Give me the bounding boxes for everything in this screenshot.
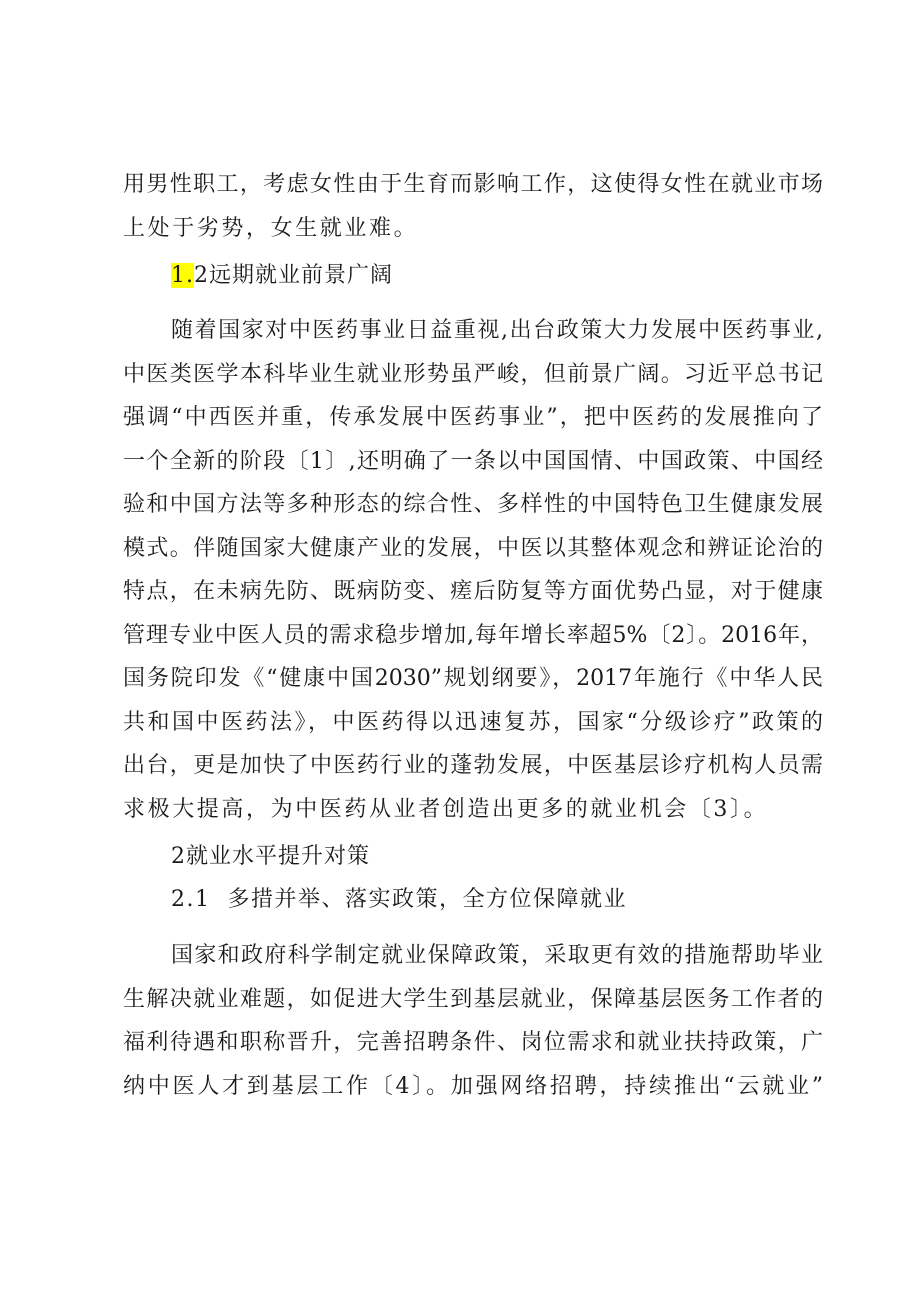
paragraph-line: 国务院印发《“健康中国2030”规划纲要》，2017年施行《中华人民	[123, 666, 823, 691]
paragraph-line: 模式。伴随国家大健康产业的发展，中医以其整体观念和辨证论治的	[123, 536, 823, 561]
paragraph-line: 求极大提高，为中医药从业者创造出更多的就业机会〔3〕。	[123, 797, 769, 822]
section-number: 2	[194, 263, 209, 288]
section-heading-1-2	[171, 261, 823, 291]
paragraph-line: 纳中医人才到基层工作〔4〕。加强网络招聘，持续推出“云就业”	[123, 1074, 823, 1099]
paragraph-line: 共和国中医药法》，中医药得以迅速复苏，国家“分级诊疗”政策的	[123, 710, 823, 735]
paragraph-line: 国家和政府科学制定就业保障政策，采取更有效的措施帮助毕业	[171, 943, 823, 968]
paragraph-line: 福利待遇和职称晋升，完善招聘条件、岗位需求和就业扶持政策，广	[123, 1030, 823, 1055]
paragraph-line: 强调“中西医并重，传承发展中医药事业”，把中医药的发展推向了	[123, 405, 823, 430]
paragraph-line: 上处于劣势，女生就业难。	[123, 216, 419, 241]
paragraph-line: 出台，更是加快了中医药行业的蓬勃发展，中医基层诊疗机构人员需	[123, 753, 823, 778]
paragraph-line: 验和中国方法等多种形态的综合性、多样性的中国特色卫生健康发展	[123, 492, 823, 517]
paragraph-line: 管理专业中医人员的需求稳步增加,每年增长率超5%〔2〕。2016年，	[123, 623, 823, 648]
section-title: 远期就业前景广阔	[209, 263, 394, 288]
paragraph-line: 特点，在未病先防、既病防变、瘥后防复等方面优势凸显，对于健康	[123, 579, 823, 604]
paragraph-line: 一个全新的阶段〔1〕,还明确了一条以中国国情、中国政策、中国经	[123, 449, 823, 474]
paragraph-line: 随着国家对中医药事业日益重视,出台政策大力发展中医药事业,	[171, 318, 823, 343]
section-heading-2: 2就业水平提升对策	[171, 844, 370, 869]
section-heading-2-1: 2.1 多措并举、落实政策，全方位保障就业	[171, 887, 627, 912]
highlighted-number: 1.	[171, 263, 194, 288]
paragraph-line: 生解决就业难题，如促进大学生到基层就业，保障基层医务工作者的	[123, 987, 823, 1012]
paragraph-line: 用男性职工，考虑女性由于生育而影响工作，这使得女性在就业市场	[123, 172, 823, 197]
paragraph-line: 中医类医学本科毕业生就业形势虽严峻，但前景广阔。习近平总书记	[123, 362, 823, 387]
